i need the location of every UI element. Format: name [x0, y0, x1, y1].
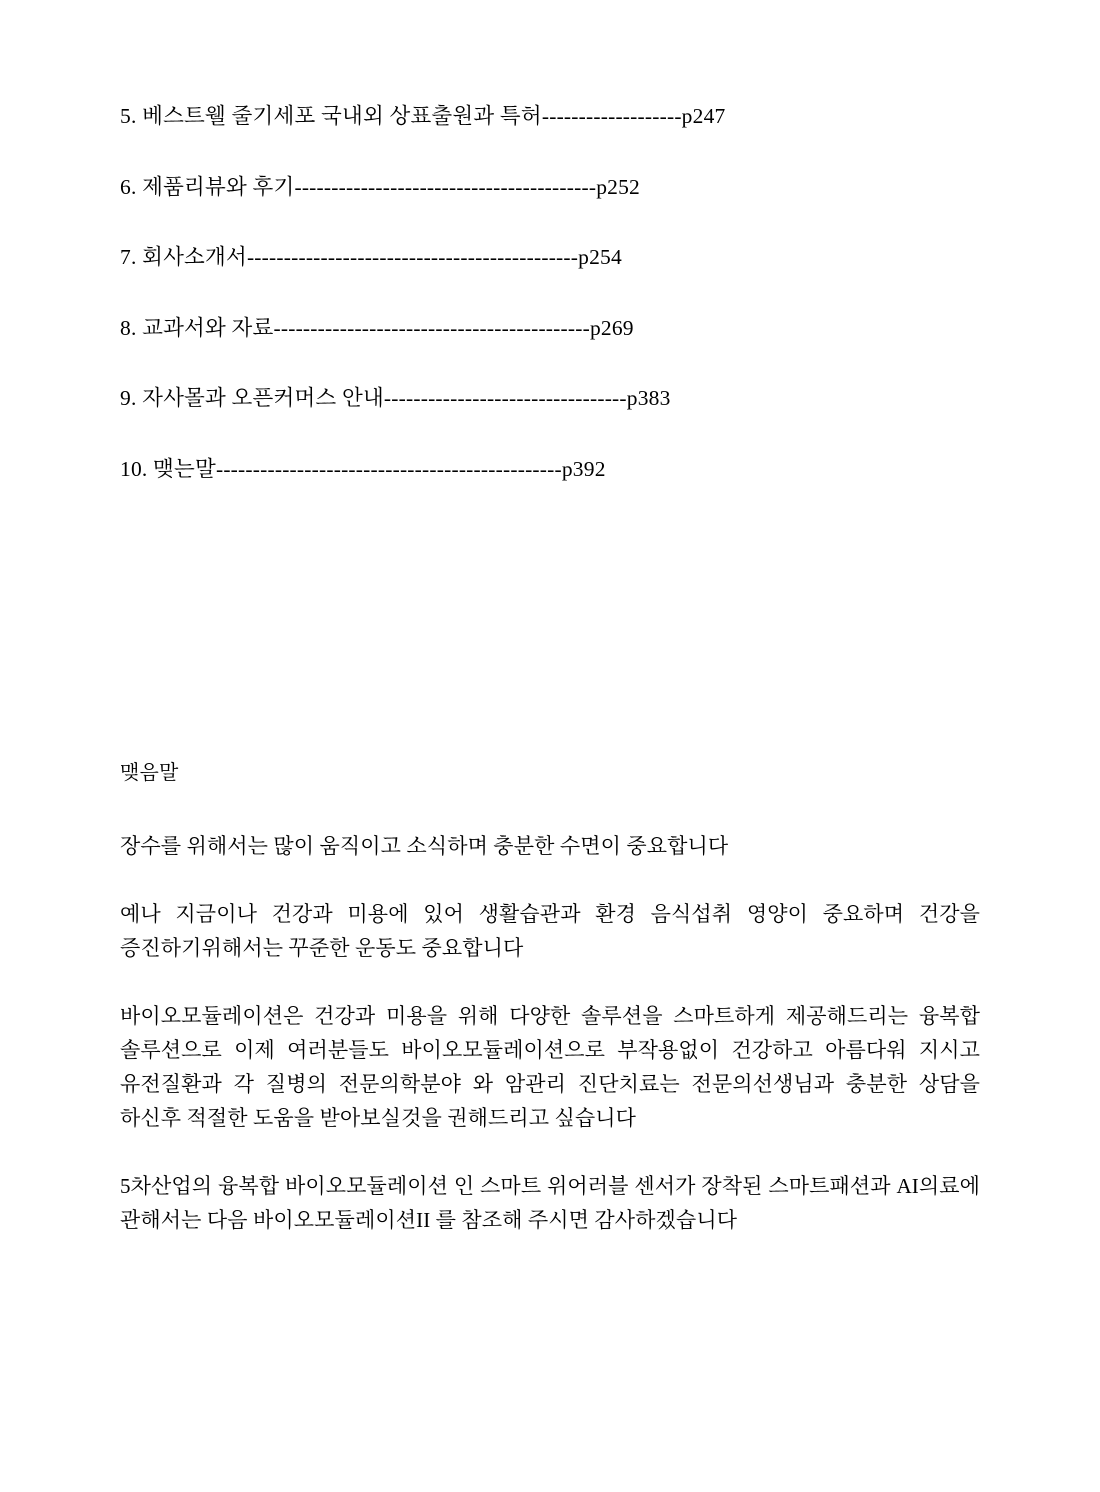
toc-entry-text: 9. 자사몰과 오픈커머스 안내---------------------------------p383 — [120, 386, 671, 410]
table-of-contents — [120, 106, 980, 480]
section-spacer — [120, 529, 980, 761]
toc-entry — [120, 456, 980, 481]
toc-entry — [120, 315, 980, 340]
closing-paragraph: 예나 지금이나 건강과 미용에 있어 생활습관과 환경 음식섭취 영양이 중요하며 건강을 증진하기위해서는 꾸준한 운동도 중요합니다 — [120, 902, 980, 961]
closing-paragraph: 장수를 위해서는 많이 움직이고 소식하며 충분한 수면이 중요합니다 — [120, 834, 729, 858]
toc-entry-text: 7. 회사소개서---------------------------------------------p254 — [120, 245, 622, 269]
toc-entry — [120, 247, 980, 269]
toc-entry — [120, 388, 980, 410]
toc-entry-text: 6. 제품리뷰와 후기-----------------------------------------p252 — [120, 174, 641, 199]
closing-section — [120, 761, 980, 1237]
toc-entry-text: 5. 베스트웰 줄기세포 국내외 상표출원과 특허-------------------p247 — [120, 104, 726, 128]
closing-title: 맺음말 — [120, 762, 179, 784]
closing-paragraph: 5차산업의 융복합 바이오모듈레이션 인 스마트 위어러블 센서가 장착된 스마트패션과 AI의료에 관해서는 다음 바이오모듈레이션II 를 참조해 주시면 감사하겠습니다 — [120, 1174, 980, 1233]
toc-entry — [120, 106, 980, 128]
toc-entry — [120, 174, 980, 199]
toc-entry-text: 10. 맺는말-----------------------------------------------p392 — [120, 456, 606, 481]
closing-paragraph: 바이오모듈레이션은 건강과 미용을 위해 다양한 솔루션을 스마트하게 제공해드리는 융복합 솔루션으로 이제 여러분들도 바이오모듈레이션으로 부작용없이 건강하고 아름다워 지시고 유전질환과 각 질병의 전문의학분야 와 암관리 진단치료는 전문의선생님과 충분한 상담을 하신후 적절한 도움을 받아보실것을 권해드리고 싶습니다 — [120, 1004, 980, 1131]
toc-entry-text: 8. 교과서와 자료-------------------------------------------p269 — [120, 315, 634, 340]
